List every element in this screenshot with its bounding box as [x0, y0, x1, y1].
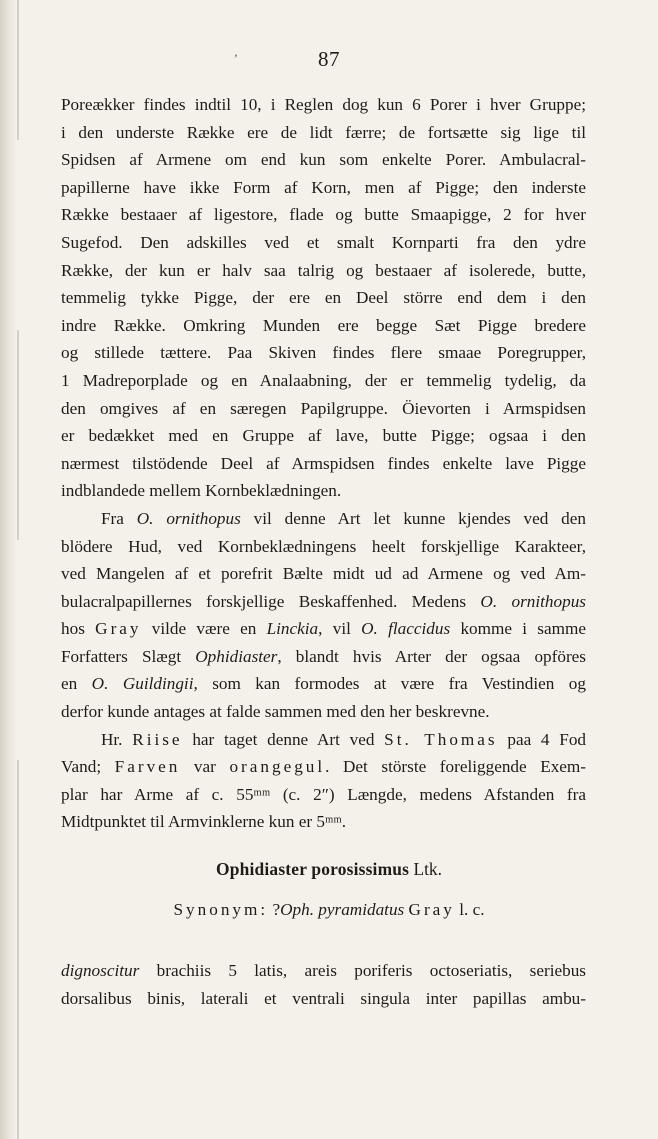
synonym-query: ? [272, 900, 281, 919]
text-line: i den underste Række ere de lidt færre; de fortsætte sig lige til [61, 122, 586, 142]
text-line: Poreækker findes indtil 10, i Reglen dog kun 6 Porer i hver Gruppe; [61, 95, 586, 114]
species-name: O. flaccidus [361, 619, 451, 639]
text-line: derfor kunde antages at falde sammen med den her beskrevne. [61, 702, 490, 722]
text-line: og stillede tættere. Paa Skiven findes flere smaae Poregrupper, [61, 343, 586, 363]
text-line [61, 615, 586, 643]
text-run: , vil [318, 619, 362, 639]
text-line: dorsalibus binis, laterali et ventrali singula inter papillas ambu- [61, 988, 586, 1008]
spine-edge-line [17, 330, 19, 540]
section-heading [0, 856, 658, 882]
text-run: komme i samme [450, 619, 586, 639]
author-name: Gray [95, 619, 142, 639]
text-line: plar har Arme af c. 55ᵐᵐ (c. 2″) Længde, medens Afstanden fra [61, 784, 586, 804]
text-run: , som kan formodes at være fra Vestindien og [193, 674, 586, 694]
spine-edge-line [17, 760, 19, 1139]
text-line [61, 753, 586, 781]
text-line: blödere Hud, ved Kornbeklædningens heelt forskjellige Karakteer, [61, 536, 586, 556]
text-run: . Det störste foreliggende Exem- [325, 757, 586, 777]
text-run: hos [61, 619, 96, 639]
diagnosis-text [61, 957, 586, 1012]
text-run: var [180, 757, 230, 777]
text-line: den omgives af en særegen Papilgruppe. Öievorten i Armspidsen [61, 398, 586, 418]
genus-name: Ophidiaster [195, 646, 278, 666]
text-run: har taget denne Art ved [182, 729, 385, 749]
synonym-ref: l. c. [459, 900, 485, 919]
species-name: O. Guildingii [91, 674, 194, 694]
text-run: vilde være en [141, 619, 267, 639]
section-title: Ophidiaster porosissimus [216, 859, 410, 879]
text-line: nærmest tilstödende Deel af Armspidsen findes enkelte lave Pigge [61, 453, 586, 473]
text-run: paa 4 Fod [497, 729, 586, 749]
text-line [61, 505, 586, 533]
text-line: indre Række. Omkring Munden ere begge Sæt Pigge bredere [61, 315, 586, 335]
text-line: Sugefod. Den adskilles ved et smalt Kornparti fra den ydre [61, 232, 586, 252]
text-run: Hr. [101, 729, 133, 749]
synonym-author: Gray [408, 900, 455, 919]
text-run: bulacralpapillernes forskjellige Beskaffenhed. Medens [61, 591, 481, 611]
species-name: O. ornithopus [136, 508, 241, 528]
text-run: Vand; [61, 757, 115, 777]
text-line: Spidsen af Armene om end kun som enkelte Porer. Ambulacral- [61, 150, 586, 170]
text-line: Række bestaaer af ligestore, flade og butte Smaapigge, 2 for hver [61, 205, 586, 225]
text-run: en [61, 674, 92, 694]
emphasis: Farven [114, 757, 181, 777]
body-text [61, 91, 586, 836]
text-run: brachiis 5 latis, areis poriferis octoseriatis, seriebus [139, 961, 586, 980]
page-number: 87 [318, 47, 340, 71]
text-run: Fra [101, 508, 137, 528]
synonym-line [0, 897, 658, 923]
text-line [61, 588, 586, 616]
species-name: O. ornithopus [480, 591, 586, 611]
text-line [61, 670, 586, 698]
genus-name: Linckia [266, 619, 319, 639]
emphasis: orangegul [229, 757, 326, 777]
page-spine-shadow [0, 0, 16, 1139]
synonym-name: Oph. pyramidatus [280, 900, 405, 919]
pencil-mark: ’ [231, 50, 239, 67]
text-line: Midtpunktet til Armvinklerne kun er 5ᵐᵐ. [61, 812, 347, 832]
text-run: Forfatters Slægt [61, 646, 196, 666]
text-line: Række, der kun er halv saa talrig og bestaaer af isolerede, butte, [61, 260, 586, 280]
text-run: vil denne Art let kunne kjendes ved den [240, 508, 586, 528]
text-line: indblandede mellem Kornbeklædningen. [61, 481, 342, 501]
section-author: Ltk. [413, 859, 442, 879]
text-line: ved Mangelen af et porefrit Bælte midt ud ad Armene og ved Am- [61, 564, 586, 584]
synonym-label: Synonym: [173, 900, 269, 919]
place-name: St. Thomas [384, 729, 498, 749]
text-line: papillerne have ikke Form af Korn, men af Pigge; den inderste [61, 177, 586, 197]
text-line: temmelig tykke Pigge, der ere en Deel större end dem i den [61, 288, 586, 308]
text-line: 1 Madreporplade og en Analaabning, der er temmelig tydelig, da [61, 370, 586, 390]
text-line [61, 957, 586, 985]
latin-term: dignoscitur [61, 961, 140, 980]
text-run: , blandt hvis Arter der ogsaa opföres [277, 646, 586, 666]
text-line [61, 643, 586, 671]
text-line: er bedækket med en Gruppe af lave, butte Pigge; ogsaa i den [61, 426, 586, 446]
text-line [61, 726, 586, 754]
person-name: Riise [132, 729, 183, 749]
